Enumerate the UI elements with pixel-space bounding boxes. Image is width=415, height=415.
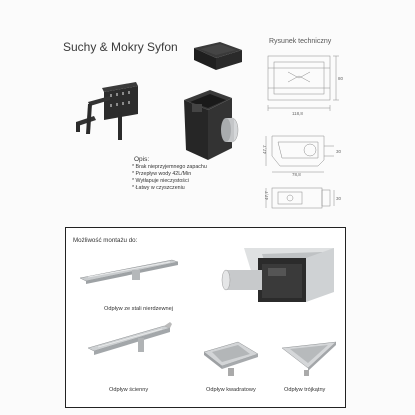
- technical-drawing-bottom: [262, 184, 342, 214]
- list-item: * Brak nieprzyjemnego zapachu: [132, 164, 207, 171]
- triangular-drain-image: [278, 338, 342, 378]
- technical-drawing-top: [262, 48, 342, 118]
- installed-siphon-image: [222, 244, 336, 312]
- dim-side-height: 47,7: [262, 145, 267, 154]
- wall-drain-image: [84, 320, 176, 364]
- caption-stainless-drain: Odpływ ze stali nierdzewnej: [104, 306, 174, 312]
- caption-square-drain: Odpływ kwadratowy: [206, 387, 256, 393]
- dim-side-width: 78,8: [292, 172, 301, 177]
- bracket-image: [74, 82, 144, 142]
- list-item: * Przepływ wody 42L/Min: [132, 171, 207, 178]
- caption-triangular-drain: Odpływ trójkątny: [284, 387, 326, 393]
- siphon-body-image: [180, 86, 242, 166]
- square-drain-image: [198, 338, 262, 378]
- technical-drawing-title: Rysunek techniczny: [269, 38, 332, 45]
- page-title: Suchy & Mokry Syfon: [63, 40, 178, 54]
- list-item: * Wytłapuje nieczystości: [132, 178, 207, 185]
- dim-bottom-height: 47,7: [264, 191, 269, 200]
- siphon-lid-image: [188, 40, 246, 76]
- dim-side-depth: 30: [336, 149, 342, 154]
- dim-top-height: 80: [338, 76, 344, 81]
- description-list: [132, 164, 207, 192]
- dim-bottom-depth: 30: [336, 196, 342, 201]
- dim-top-width: 118,8: [292, 111, 303, 116]
- technical-drawing-side: [262, 128, 342, 176]
- mounting-title: Możliwość montażu do:: [73, 237, 138, 244]
- description-heading: Opis:: [134, 156, 150, 163]
- list-item: * Łatwy w czyszczeniu: [132, 185, 207, 192]
- stainless-drain-image: [76, 258, 182, 288]
- caption-wall-drain: Odpływ ścienny: [109, 387, 149, 393]
